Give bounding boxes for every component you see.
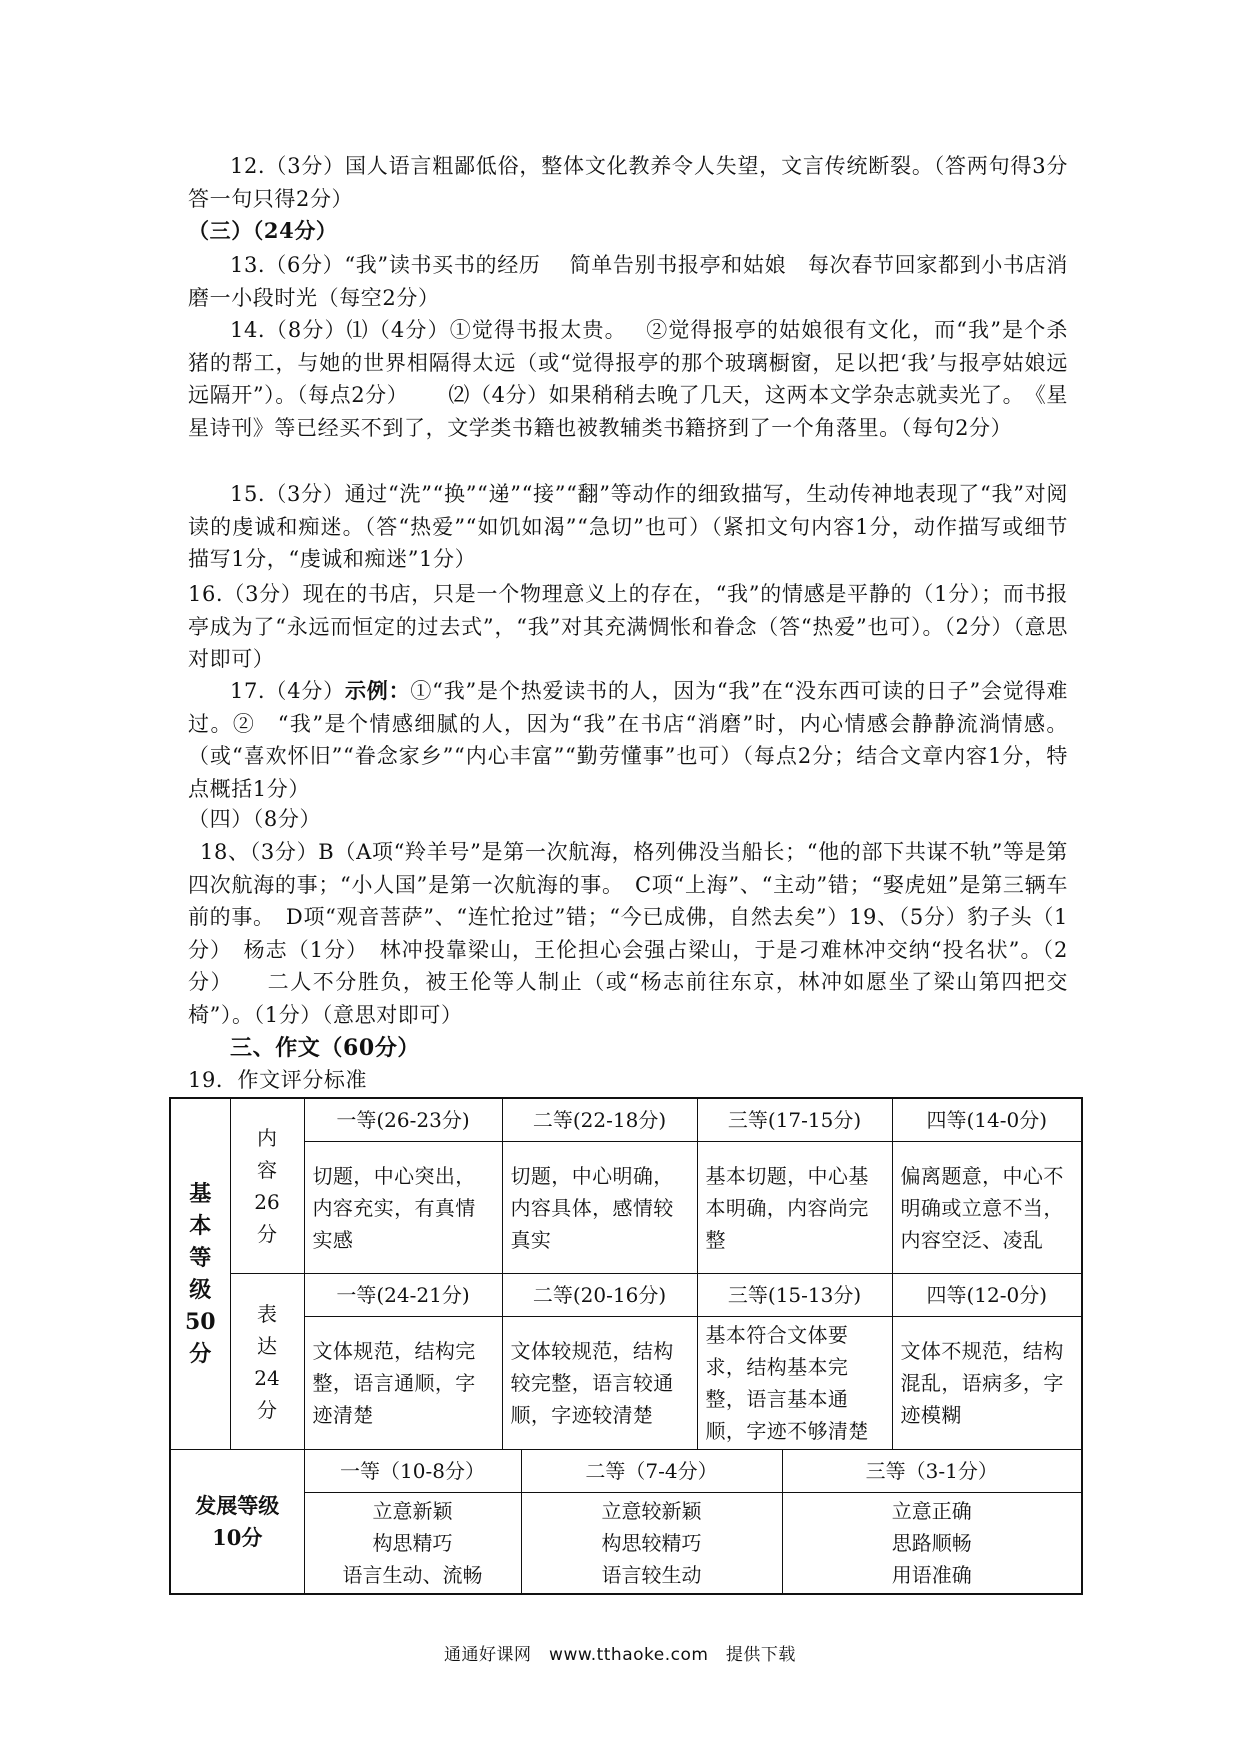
answer-q18-q19: 18、（3分）B（A项“羚羊号”是第一次航海，格列佛没当船长；“他的部下共谋不轨”等是第四次航海的事；“小人国”是第一次航海的事。 C项“上海”、“主动”错；“娶虎妞”是第三辆车前的事。 D项“观音菩萨”、“连忙抢过”错；“今已成佛，自然去矣”）19、（5分）豹子头（1分） 杨志（1分） 林冲投靠梁山，王伦担心会强占梁山，于是刁难林冲交纳“投名状”。（2分） 二人不分胜负，被王伦等人制止（或“杨志前往东京，林冲如愿坐了梁山第四把交椅”）。（1分）（意思对即可） [188, 840, 1068, 1027]
expr-desc-3: 基本符合文体要求，结构基本完整，语言基本通顺，字迹不够清楚 [697, 1317, 892, 1450]
dev-desc-3: 立意正确 思路顺畅 用语准确 [782, 1493, 1082, 1595]
answer-q15: 15.（3分）通过“洗”“换”“递”“接”“翻”等动作的细致描写，生动传神地表现了“我”对阅读的虔诚和痴迷。（答“热爱”“如饥如渴”“急切”也可）（紧扣文句内容1分，动作描写或细节描写1分，“虔诚和痴迷”1分） [188, 482, 1068, 571]
dev-desc-2: 立意较新颖 构思较精巧 语言较生动 [521, 1493, 782, 1595]
answer-q17-body: ①“我”是个热爱读书的人，因为“我”在“没东西可读的日子”会觉得难过。② “我”是个情感细腻的人，因为“我”在书店“消磨”时，内心情感会静静流淌情感。（或“喜欢怀旧”“眷念家乡”“内心丰富”“勤劳懂事”也可）（每点2分；结合文章内容1分，特点概括1分） [188, 679, 1068, 801]
answer-q16: 16.（3分）现在的书店，只是一个物理意义上的存在，“我”的情感是平静的（1分）；而书报亭成为了“永远而恒定的过去式”，“我”对其充满惆怅和眷念（答“热爱”也可）。（2分）（意思对即可） [188, 582, 1068, 671]
content-desc-1: 切题，中心突出，内容充实，有真情实感 [304, 1142, 502, 1274]
answer-q17-example-label: 示例： [344, 678, 411, 703]
content-desc-2: 切题，中心明确，内容具体，感情较真实 [502, 1142, 697, 1274]
expr-grade-3: 三等(15-13分) [697, 1274, 892, 1317]
content-desc-3: 基本切题，中心基本明确，内容尚完整 [697, 1142, 892, 1274]
answer-q14: 14.（8分）⑴（4分）①觉得书报太贵。 ②觉得报亭的姑娘很有文化，而“我”是个杀猪的帮工，与她的世界相隔得太远（或“觉得报亭的那个玻璃橱窗，足以把‘我’与报亭姑娘远远隔开”）。（每点2分） ⑵（4分）如果稍稍去晚了几天，这两本文学杂志就卖光了。 《星星诗刊》等已经买不到了，文学类书籍也被教辅类书籍挤到了一个角落里。（每句2分） [188, 318, 1068, 440]
essay-heading: 三、作文（60分） [230, 1035, 421, 1061]
content-grade-1: 一等(26-23分) [304, 1098, 502, 1142]
development-level-label: 发展等级 10分 [170, 1450, 304, 1595]
content-grade-2: 二等(22-18分) [502, 1098, 697, 1142]
section-4-heading: （四）（8分） [188, 807, 322, 831]
expr-desc-1: 文体规范，结构完整，语言通顺，字迹清楚 [304, 1317, 502, 1450]
expression-label: 表 达 24 分 [230, 1274, 304, 1450]
expr-grade-2: 二等(20-16分) [502, 1274, 697, 1317]
content-label: 内 容 26 分 [230, 1098, 304, 1274]
dev-desc-1: 立意新颖 构思精巧 语言生动、流畅 [304, 1493, 521, 1595]
expr-grade-4: 四等(12-0分) [892, 1274, 1082, 1317]
answer-q17-number: 17.（4分） [230, 679, 345, 703]
content-grade-3: 三等(17-15分) [697, 1098, 892, 1142]
expr-grade-1: 一等(24-21分) [304, 1274, 502, 1317]
expr-desc-2: 文体较规范，结构较完整，语言较通顺，字迹较清楚 [502, 1317, 697, 1450]
dev-grade-3: 三等（3-1分） [782, 1450, 1082, 1493]
answer-q13: 13.（6分）“我”读书买书的经历 简单告别书报亭和姑娘 每次春节回家都到小书店消磨一小段时光（每空2分） [188, 253, 1068, 310]
essay-subheading: 19．作文评分标准 [188, 1068, 368, 1092]
answer-q12: 12.（3分）国人语言粗鄙低俗，整体文化教养令人失望，文言传统断裂。（答两句得3分 答一句只得2分） [188, 154, 1090, 211]
basic-level-label: 基 本 等 级 50 分 [170, 1098, 230, 1450]
essay-scoring-table [169, 1097, 1083, 1595]
dev-grade-2: 二等（7-4分） [521, 1450, 782, 1493]
answer-q17 [188, 675, 1068, 805]
dev-grade-1: 一等（10-8分） [304, 1450, 521, 1493]
expr-desc-4: 文体不规范，结构混乱，语病多，字迹模糊 [892, 1317, 1082, 1450]
content-grade-4: 四等(14-0分) [892, 1098, 1082, 1142]
section-3-heading: （三）（24分） [188, 218, 338, 243]
content-desc-4: 偏离题意，中心不明确或立意不当，内容空泛、凌乱 [892, 1142, 1082, 1274]
page-footer: 通通好课网 www.tthaoke.com 提供下载 [444, 1645, 796, 1665]
